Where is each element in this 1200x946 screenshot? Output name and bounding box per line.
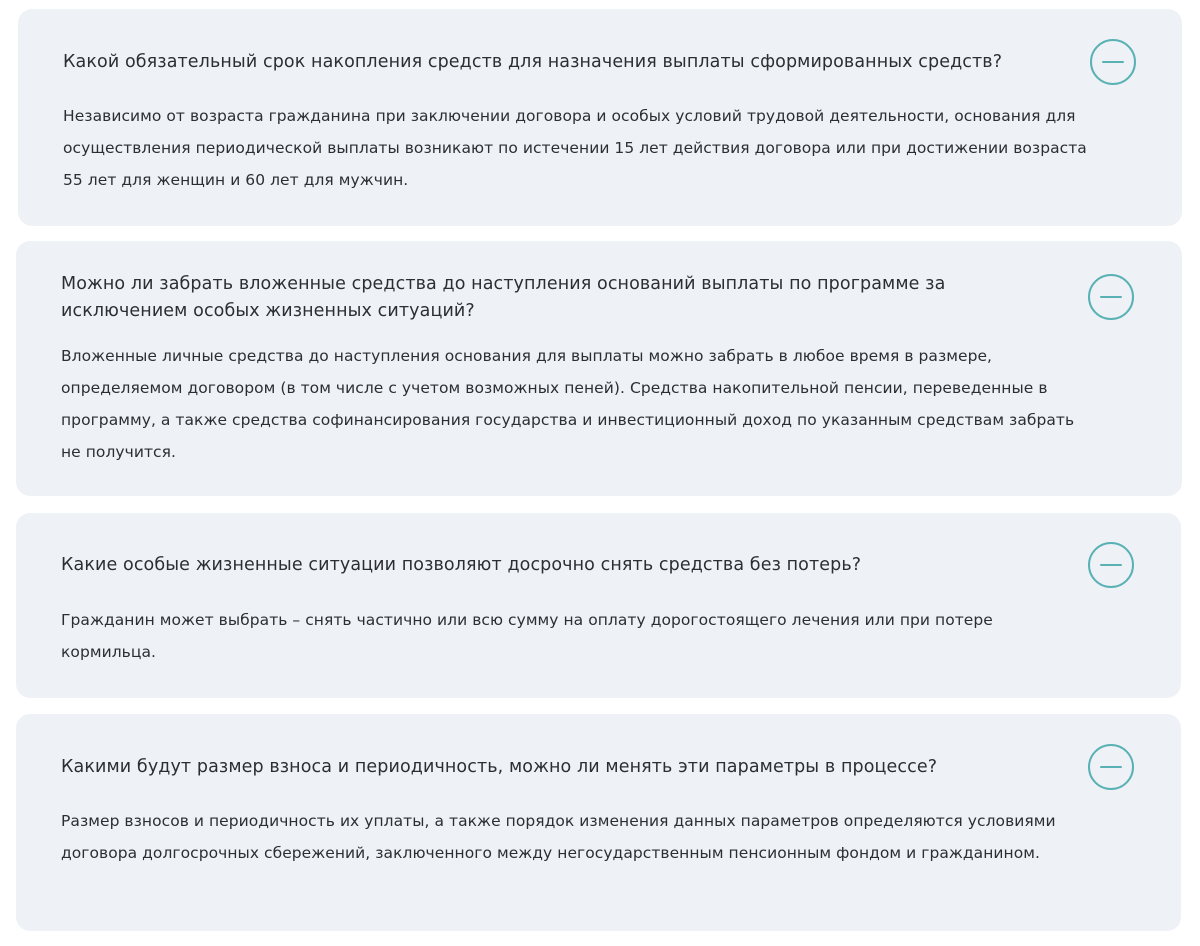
minus-icon [1100,296,1122,298]
collapse-button[interactable] [1090,39,1136,85]
minus-icon [1102,61,1124,63]
faq-answer: Гражданин может выбрать – снять частично или всю сумму на оплату дорогостоящего лечения или при потере кормильца. [61,611,993,661]
faq-answer: Независимо от возраста гражданина при заключении договора и особых условий трудовой деятельности, основания для осуществления периодической выплаты возникают по истечении 15 лет действия договора или при достижении возраста 55 лет для женщин и 60 лет для мужчин. [63,107,1087,189]
faq-item [18,9,1182,226]
collapse-button[interactable] [1088,744,1134,790]
faq-question[interactable]: Какими будут размер взноса и периодичность, можно ли менять эти параметры в процессе? [61,757,938,777]
faq-question[interactable]: Какие особые жизненные ситуации позволяют досрочно снять средства без потерь? [61,555,862,575]
minus-icon [1100,564,1122,566]
faq-item [16,241,1182,496]
collapse-button[interactable] [1088,542,1134,588]
faq-answer: Размер взносов и периодичность их уплаты, а также порядок изменения данных параметров определяются условиями договора долгосрочных сбережений, заключенного между негосударственным пенсионным фондом и гражданином. [61,812,1056,862]
minus-icon [1100,766,1122,768]
faq-answer: Вложенные личные средства до наступления основания для выплаты можно забрать в любое время в размере, определяемом договором (в том числе с учетом возможных пеней). Средства накопительной пенсии, переведенные в программу, а также средства софинансирования государства и инвестиционный доход по указанным средствам забрать не получится. [61,347,1075,461]
faq-question[interactable]: Можно ли забрать вложенные средства до наступления оснований выплаты по программе за исключением особых жизненных ситуаций? [61,274,946,321]
collapse-button[interactable] [1088,274,1134,320]
faq-question[interactable]: Какой обязательный срок накопления средств для назначения выплаты сформированных средств? [63,52,1003,72]
faq-item [16,714,1181,931]
faq-item [16,513,1181,698]
